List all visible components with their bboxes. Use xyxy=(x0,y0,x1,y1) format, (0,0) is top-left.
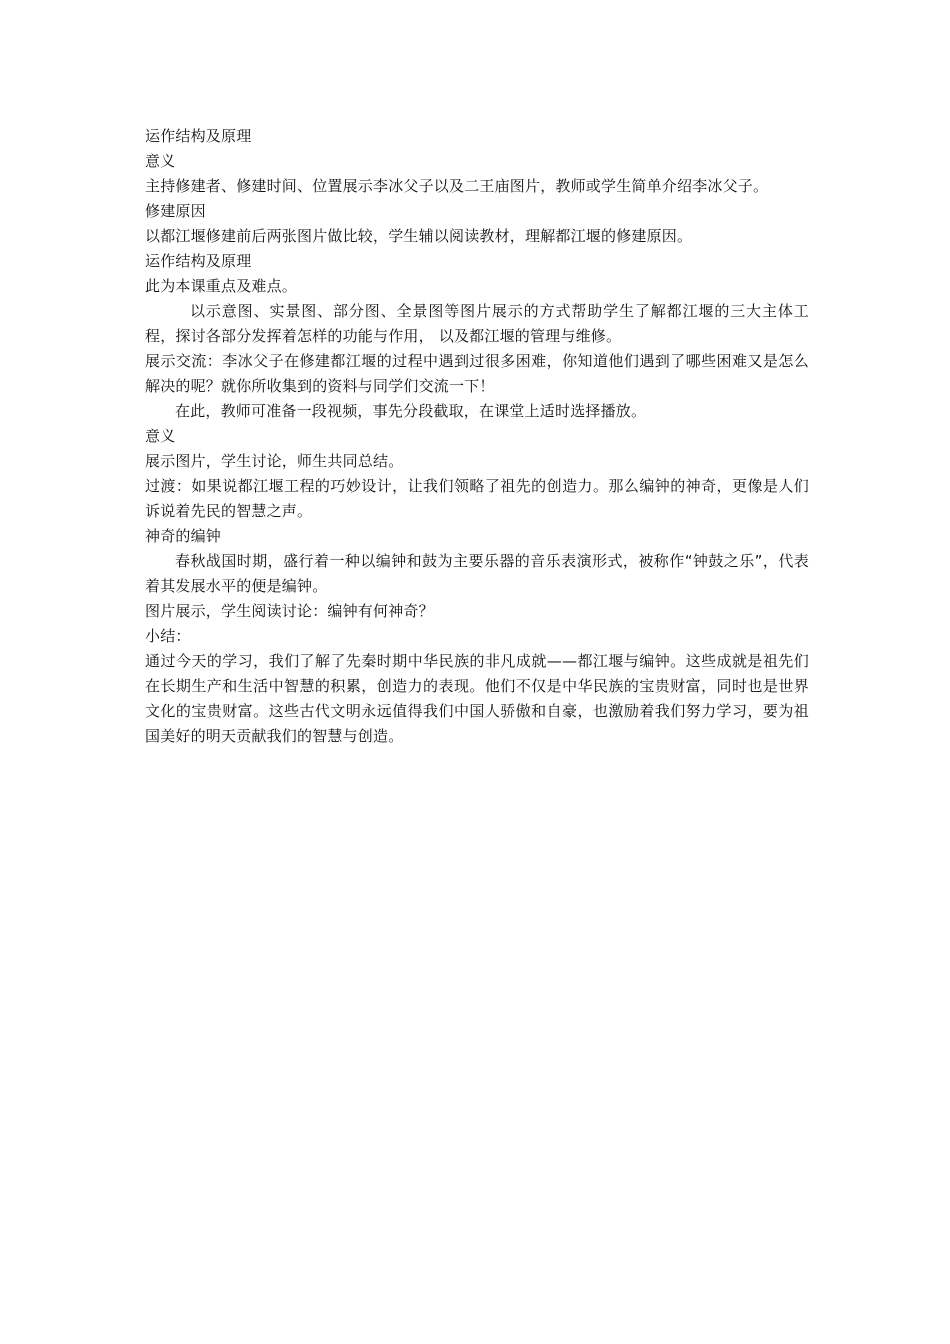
paragraph-conclusion: 通过今天的学习，我们了解了先秦时期中华民族的非凡成就——都江堰与编钟。这些成就是祖先们在长期生产和生活中智慧的积累，创造力的表现。他们不仅是中华民族的宝贵财富，同时也是世界文化的宝贵财富。这些古代文明永远值得我们中国人骄傲和自豪，也激励着我们努力学习，要为祖国美好的明天贡献我们的智慧与创造。 xyxy=(145,652,809,745)
section-heading-conclusion: 小结： xyxy=(145,627,191,645)
paragraph-summary-discussion: 展示图片，学生讨论，师生共同总结。 xyxy=(145,452,404,470)
section-heading-significance: 意义 xyxy=(145,152,176,170)
paragraph-video-note: 在此，教师可准备一段视频，事先分段截取，在课堂上适时选择播放。 xyxy=(175,402,647,420)
section-heading-operation-2: 运作结构及原理 xyxy=(145,252,252,270)
paragraph-diagram-method: 以示意图、实景图、部分图、全景图等图片展示的方式帮助学生了解都江堰的三大主体工程，探讨各部分发挥着怎样的功能与作用， 以及都江堰的管理与维修。 xyxy=(145,302,809,345)
paragraph-transition: 过渡：如果说都江堰工程的巧妙设计，让我们领略了祖先的创造力。那么编钟的神奇，更像是人们诉说着先民的智慧之声。 xyxy=(145,477,809,520)
section-heading-operation: 运作结构及原理 xyxy=(145,127,252,145)
paragraph-key-point: 此为本课重点及难点。 xyxy=(145,277,298,295)
paragraph-bianzhong-discussion: 图片展示，学生阅读讨论：编钟有何神奇？ xyxy=(145,602,434,620)
paragraph-exchange: 展示交流：李冰父子在修建都江堰的过程中遇到过很多困难，你知道他们遇到了哪些困难又是怎么解决的呢？就你所收集到的资料与同学们交流一下！ xyxy=(145,352,809,395)
paragraph-builder-intro: 主持修建者、修建时间、位置展示李冰父子以及二王庙图片，教师或学生简单介绍李冰父子。 xyxy=(145,177,769,195)
section-heading-significance-2: 意义 xyxy=(145,427,176,445)
paragraph-reason-compare: 以都江堰修建前后两张图片做比较，学生辅以阅读教材，理解都江堰的修建原因。 xyxy=(145,227,693,245)
section-heading-bianzhong: 神奇的编钟 xyxy=(145,527,222,545)
paragraph-bianzhong-intro: 春秋战国时期，盛行着一种以编钟和鼓为主要乐器的音乐表演形式，被称作“钟鼓之乐”，代表着其发展水平的便是编钟。 xyxy=(145,552,809,595)
document-body xyxy=(145,124,809,749)
section-heading-reason: 修建原因 xyxy=(145,202,206,220)
